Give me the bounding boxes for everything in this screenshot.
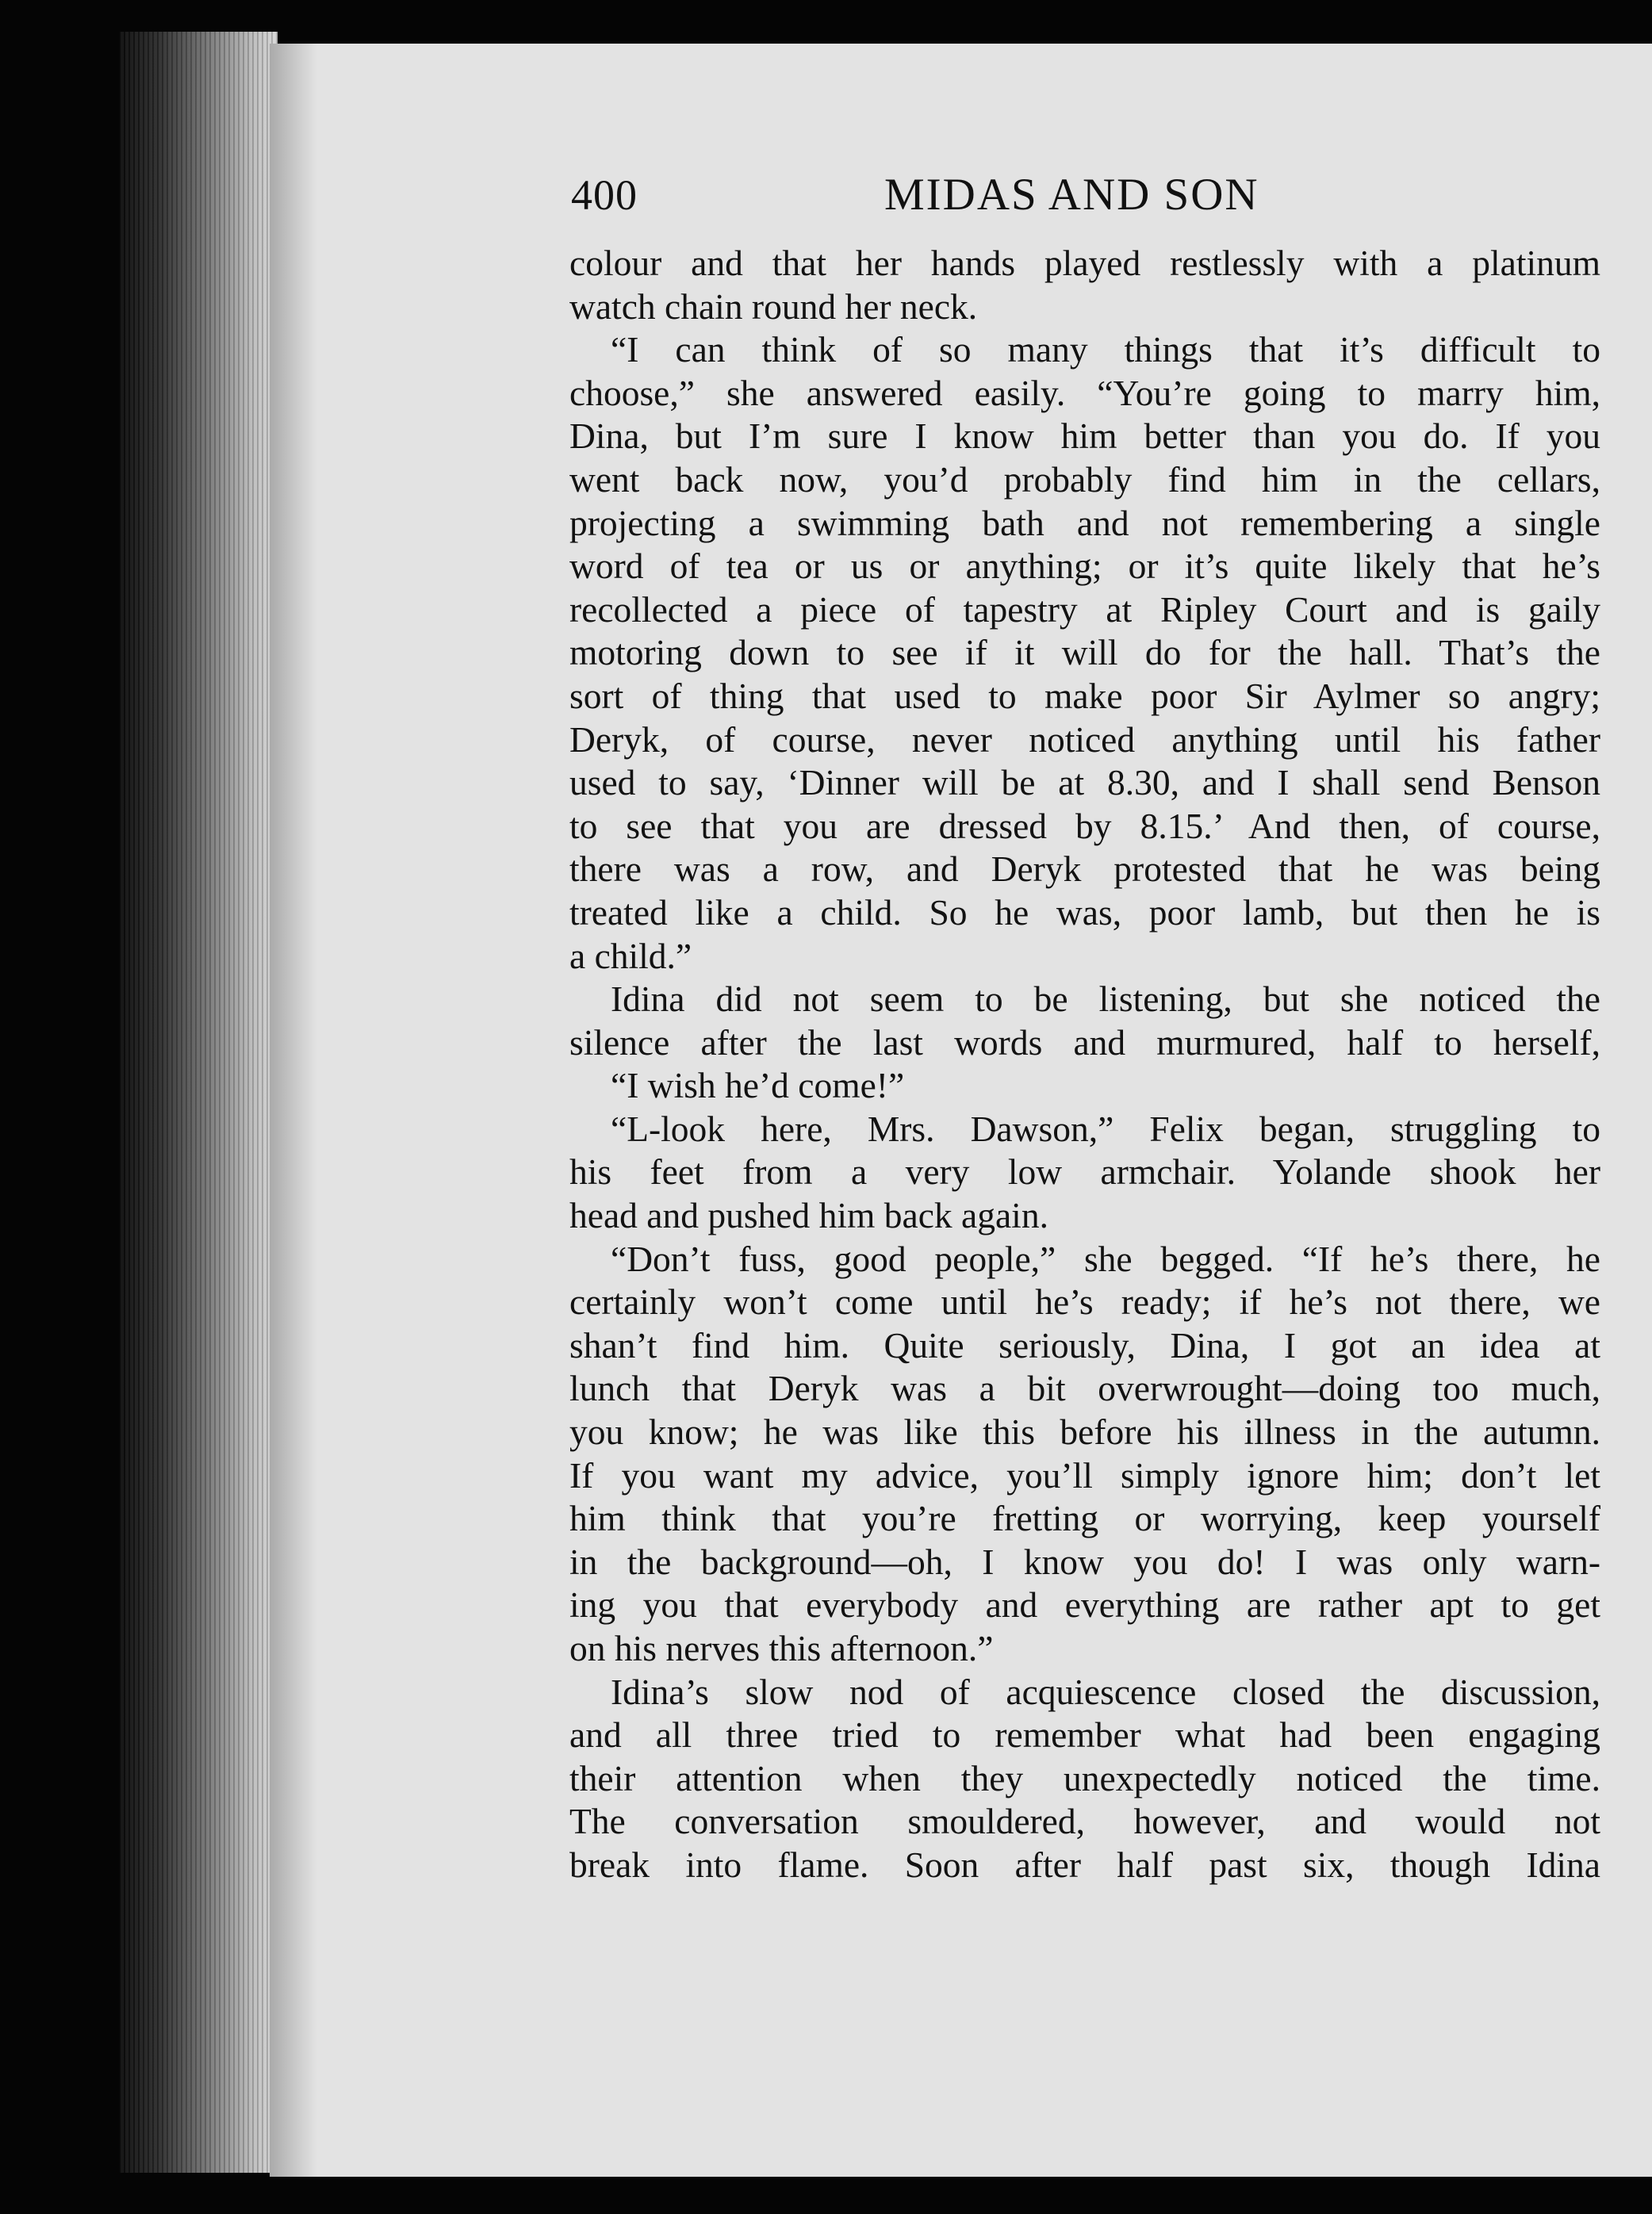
- text-line: on his nerves this afternoon.”: [569, 1628, 994, 1668]
- text-line: certainly won’t come until he’s ready; if he’s not there, we: [569, 1281, 1600, 1323]
- page-number: 400: [571, 171, 638, 219]
- text-line: “Don’t fuss, good people,” she begged. “If he’s there, he: [611, 1238, 1600, 1279]
- text-line: lunch that Deryk was a bit overwrought—doing too much,: [569, 1368, 1600, 1409]
- text-line: his feet from a very low armchair. Yolande shook her: [569, 1151, 1600, 1193]
- text-line: recollected a piece of tapestry at Ripley Court and is gaily: [569, 588, 1600, 630]
- text-line: treated like a child. So he was, poor lamb, but then he is: [569, 891, 1600, 933]
- text-line: word of tea or us or anything; or it’s quite likely that he’s: [569, 546, 1600, 587]
- text-line: “I can think of so many things that it’s difficult to: [611, 329, 1600, 370]
- text-line: you know; he was like this before his illness in the autumn.: [569, 1412, 1600, 1453]
- text-line: a child.”: [569, 935, 692, 976]
- text-line: in the background—oh, I know you do! I was only warn-: [569, 1541, 1600, 1582]
- text-line: used to say, ‘Dinner will be at 8.30, and I shall send Benson: [569, 762, 1600, 803]
- text-line: watch chain round her neck.: [569, 285, 978, 327]
- text-line: silence after the last words and murmured, half to herself,: [569, 1021, 1600, 1063]
- text-line: Deryk, of course, never noticed anything until his father: [569, 718, 1600, 760]
- bottom-border: [0, 2177, 1652, 2214]
- text-line: motoring down to see if it will do for the hall. That’s the: [569, 632, 1600, 673]
- text-line: him think that you’re fretting or worrying, keep yourself: [569, 1498, 1600, 1539]
- page-header: [571, 163, 1602, 226]
- running-title: MIDAS AND SON: [884, 170, 1259, 220]
- body-text: [569, 242, 1600, 1887]
- text-line: Idina’s slow nod of acquiescence closed the discussion,: [611, 1671, 1600, 1712]
- text-line: sort of thing that used to make poor Sir Aylmer so angry;: [569, 675, 1600, 716]
- text-line: ing you that everybody and everything are rather apt to get: [569, 1584, 1600, 1626]
- page-edges: [119, 32, 278, 2173]
- text-line: “I wish he’d come!”: [611, 1065, 905, 1106]
- text-line: went back now, you’d probably find him in the cellars,: [569, 458, 1600, 500]
- text-line: The conversation smouldered, however, and would not: [569, 1801, 1600, 1842]
- text-line: colour and that her hands played restlessly with a platinum: [569, 243, 1600, 283]
- text-line: Dina, but I’m sure I know him better than you do. If you: [569, 416, 1600, 457]
- text-line: head and pushed him back again.: [569, 1195, 1048, 1236]
- text-line: to see that you are dressed by 8.15.’ And then, of course,: [569, 805, 1600, 846]
- text-line: there was a row, and Deryk protested that he was being: [569, 848, 1600, 890]
- text-line: Idina did not seem to be listening, but she noticed the: [611, 979, 1600, 1020]
- text-line: and all three tried to remember what had been engaging: [569, 1714, 1600, 1756]
- text-line: shan’t find him. Quite seriously, Dina, I got an idea at: [569, 1324, 1600, 1366]
- text-line: break into flame. Soon after half past six, though Idina: [569, 1844, 1600, 1885]
- text-line: choose,” she answered easily. “You’re going to marry him,: [569, 372, 1600, 413]
- text-line: If you want my advice, you’ll simply ignore him; don’t let: [569, 1454, 1600, 1496]
- text-line: “L-look here, Mrs. Dawson,” Felix began, struggling to: [611, 1108, 1600, 1149]
- page-gutter-shadow: [270, 44, 317, 2177]
- text-line: their attention when they unexpectedly noticed the time.: [569, 1757, 1600, 1798]
- text-line: projecting a swimming bath and not remembering a single: [569, 502, 1600, 543]
